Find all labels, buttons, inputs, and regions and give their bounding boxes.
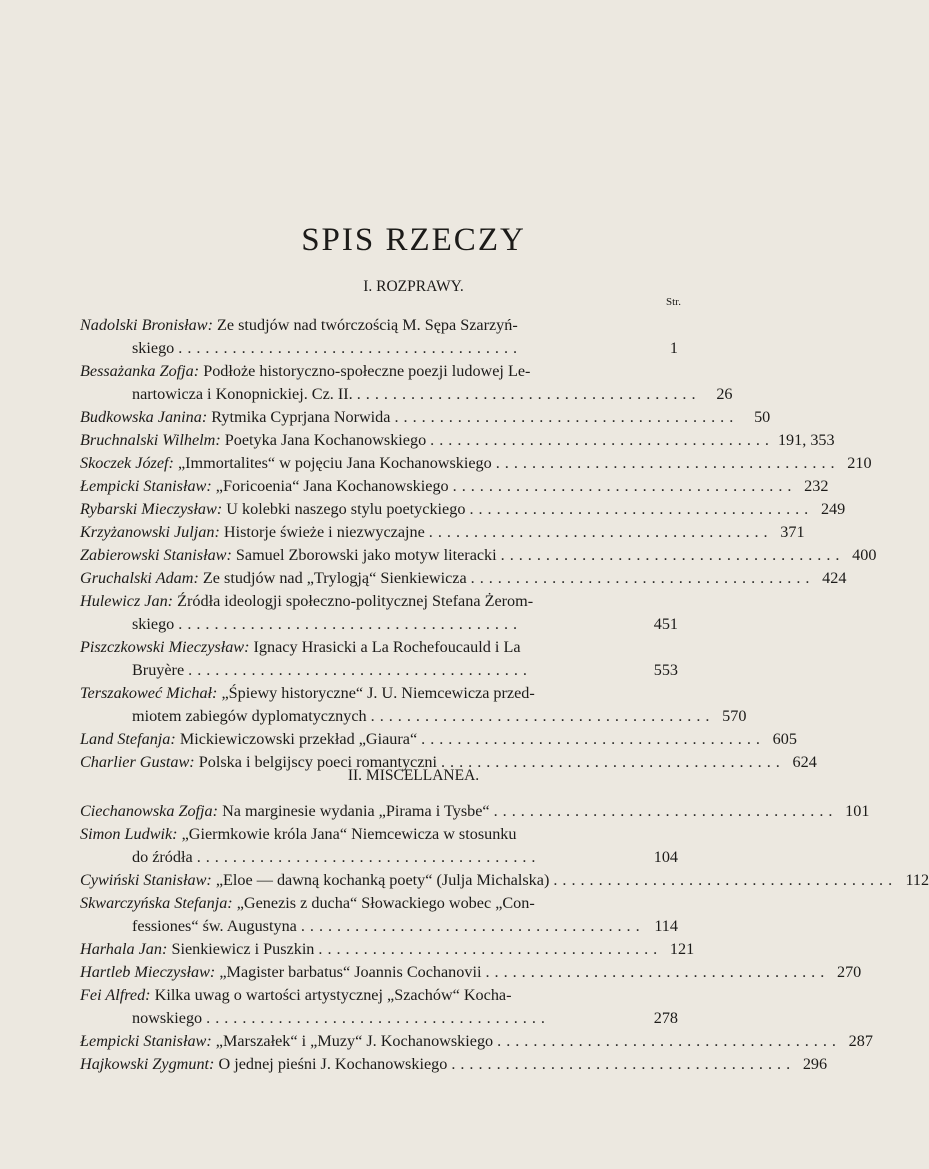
entry-page-number: 121 [669,940,695,958]
toc-entry [80,406,771,429]
entry-title: nowskiego [132,1009,203,1027]
entry-page-number: 400 [852,546,877,564]
toc-entry [80,869,929,892]
dot-leader: ...................................... [553,871,898,889]
toc-entry-line [80,521,805,544]
toc-entry-line [80,728,797,751]
dot-leader: ...................................... [430,431,774,449]
entry-title: Na marginesie wydania „Pirama i Tysbe“ [222,802,490,820]
entry-author: Hartleb Mieczysław: [80,963,216,981]
entry-page-number: 371 [780,523,805,541]
entry-author: Zabierowski Stanisław: [80,546,232,564]
toc-entry [80,360,733,406]
toc-entry-line [80,383,733,406]
entry-title: „Marszałek“ i „Muzy“ J. Kochanowskiego [215,1032,494,1050]
entry-title: „Immortalites“ w pojęciu Jana Kochanowskiego [177,454,492,472]
toc-entry-line [80,544,877,567]
toc-entry-line [80,682,678,705]
toc-entry [80,938,695,961]
entry-title: Podłoże historyczno-społeczne poezji ludowej Le- [203,362,531,380]
entry-author: Hajkowski Zygmunt: [80,1055,215,1073]
entry-author: Budkowska Janina: [80,408,208,426]
entry-title: Polska i belgijscy poeci romantyczni [198,753,437,771]
toc-entry-line [80,452,872,475]
entry-page-number: 112 [905,871,929,889]
toc-entry-line [80,498,846,521]
toc-entry [80,1030,873,1053]
dot-leader: ...................................... [470,569,815,587]
toc-entry [80,961,862,984]
toc-entry [80,751,817,774]
entry-title: Ze studjów nad „Trylogją“ Sienkiewicza [202,569,467,587]
entry-author: Rybarski Mieczysław: [80,500,223,518]
entry-page-number: 270 [836,963,862,981]
entry-title: O jednej pieśni J. Kochanowskiego [218,1055,448,1073]
entry-page-number: 104 [653,848,678,866]
entry-page-number: 451 [653,615,678,633]
entry-title: „Giermkowie króla Jana“ Niemcewicza w stosunku [181,825,517,843]
toc-entry-line [80,800,870,823]
entry-author: Bruchnalski Wilhelm: [80,431,221,449]
page-column-label: Str. [666,296,681,308]
entry-page-number: 210 [847,454,872,472]
entry-author: Skwarczyńska Stefanja: [80,894,233,912]
toc-entry-line [80,915,678,938]
toc-entry [80,544,877,567]
dot-leader: ...................................... [497,1032,841,1050]
entry-author: Gruchalski Adam: [80,569,199,587]
toc-entry-line [80,869,929,892]
toc-entry [80,475,829,498]
entry-author: Bessażanka Zofja: [80,362,200,380]
entry-title: do źródła [132,848,193,866]
entry-page-number: 50 [754,408,771,426]
entry-page-number: 249 [820,500,846,518]
entry-title: Historje świeże i niezwyczajne [223,523,425,541]
entry-author: Skoczek Józef: [80,454,174,472]
toc-entry-line [80,613,678,636]
entry-page-number: 26 [716,385,733,403]
dot-leader: ...................................... [500,546,845,564]
toc-entry [80,498,846,521]
toc-entry-line [80,590,678,613]
toc-entry [80,521,805,544]
dot-leader: ...................................... [318,940,663,958]
entry-author: Charlier Gustaw: [80,753,195,771]
entry-title: „Eloe — dawną kochanką poety“ (Julja Michalska) [215,871,550,889]
dot-leader: ...................................... [451,1055,796,1073]
entry-title: „Genezis z ducha“ Słowackiego wobec „Con- [236,894,535,912]
dot-leader: ...................................... [485,963,830,981]
dot-leader: ...................................... [206,1009,550,1027]
entry-title: Rytmika Cyprjana Norwida [211,408,391,426]
entry-page-number: 278 [653,1009,678,1027]
entry-page-number: 424 [822,569,847,587]
entry-title: Źródła ideologji społeczno-politycznej Stefana Żerom- [177,592,534,610]
toc-entry [80,892,678,938]
entry-page-number: 101 [845,802,870,820]
dot-leader: ...................................... [493,802,838,820]
toc-entry-line [80,314,678,337]
entry-page-number: 1 [669,339,678,357]
toc-entry-line [80,636,678,659]
entry-title: U kolebki naszego stylu poetyckiego [226,500,466,518]
entry-page-number: 605 [772,730,797,748]
entry-page-number: 287 [848,1032,873,1050]
entry-title: Bruyère [132,661,185,679]
dot-leader: ...................................... [178,615,523,633]
entry-author: Terszakoweć Michał: [80,684,218,702]
toc-entry-line [80,406,771,429]
toc-entry-line [80,751,817,774]
page-title: SPIS RZECZY [301,222,526,258]
toc-entry [80,728,797,751]
toc-entry-line [80,1007,678,1030]
entry-title: „Foricoenia“ Jana Kochanowskiego [215,477,449,495]
entry-title: Sienkiewicz i Puszkin [171,940,315,958]
dot-leader: ...................................... [469,500,814,518]
toc-entry-line [80,360,678,383]
entry-title: Poetyka Jana Kochanowskiego [224,431,427,449]
dot-leader: ...................................... [495,454,840,472]
toc-entry-line [80,938,695,961]
section-heading-miscellanea: II. MISCELLANEA. [347,767,480,784]
dot-leader: ...................................... [370,707,715,725]
dot-leader: ...................................... [196,848,541,866]
toc-entry-line [80,823,678,846]
entry-author: Simon Ludwik: [80,825,178,843]
entry-author: Ciechanowska Zofja: [80,802,219,820]
toc-entry [80,636,678,682]
entry-author: Piszczkowski Mieczysław: [80,638,250,656]
dot-leader: ...................................... [441,753,785,771]
entry-page-number: 553 [653,661,678,679]
section-heading-rozprawy: I. ROZPRAWY. [363,278,464,295]
toc-entry [80,590,678,636]
toc-entry-line [80,984,678,1007]
entry-author: Cywiński Stanisław: [80,871,212,889]
dot-leader: ...................................... [356,385,701,403]
entry-title: nartowicza i Konopnickiej. Cz. II. [132,385,353,403]
toc-entry-line [80,659,678,682]
toc-entry [80,429,835,452]
entry-title: „Śpiewy historyczne“ J. U. Niemcewicza przed- [221,684,535,702]
entry-title: Mickiewiczowski przekład „Giaura“ [179,730,418,748]
entry-title: Ze studjów nad twórczością M. Sępa Szarzyń- [217,316,518,334]
dot-leader: ...................................... [428,523,773,541]
entry-author: Fei Alfred: [80,986,151,1004]
toc-entry [80,314,678,360]
toc-entry [80,984,678,1030]
entry-page-number: 114 [654,917,678,935]
toc-entry [80,452,872,475]
dot-leader: ...................................... [188,661,532,679]
entry-title: miotem zabiegów dyplomatycznych [132,707,367,725]
toc-entry [80,800,870,823]
dot-leader: ...................................... [300,917,645,935]
dot-leader: ...................................... [421,730,765,748]
dot-leader: ...................................... [394,408,739,426]
entry-title: Ignacy Hrasicki a La Rochefoucauld i La [253,638,521,656]
entry-title: Kilka uwag o wartości artystycznej „Szachów“ Kocha- [154,986,512,1004]
toc-entry [80,1053,828,1076]
toc-entry-line [80,892,678,915]
entry-title: skiego [132,339,175,357]
entry-author: Harhala Jan: [80,940,168,958]
dot-leader: ...................................... [178,339,523,357]
toc-entry-line [80,961,862,984]
entry-page-number: 296 [802,1055,828,1073]
entry-author: Hulewicz Jan: [80,592,174,610]
entry-author: Krzyżanowski Juljan: [80,523,220,541]
entry-title: fessiones“ św. Augustyna [132,917,297,935]
entry-title: Samuel Zborowski jako motyw literacki [235,546,497,564]
entry-page-number: 624 [792,753,817,771]
entry-page-number: 232 [804,477,829,495]
entry-author: Łempicki Stanisław: [80,1032,212,1050]
toc-entry-line [80,337,678,360]
entry-title: „Magister barbatus“ Joannis Cochanovii [219,963,482,981]
toc-entry [80,567,847,590]
entry-author: Land Stefanja: [80,730,176,748]
toc-entry-line [80,567,847,590]
entry-author: Nadolski Bronisław: [80,316,213,334]
toc-entry-line [80,1053,828,1076]
entry-page-number: 570 [722,707,747,725]
toc-entry-line [80,1030,873,1053]
toc-entry-line [80,475,829,498]
toc-entry-line [80,705,747,728]
toc-entry [80,823,678,869]
toc-entry-line [80,429,835,452]
entry-author: Łempicki Stanisław: [80,477,212,495]
entry-title: skiego [132,615,175,633]
toc-entry-line [80,846,678,869]
dot-leader: ...................................... [452,477,797,495]
toc-entry [80,682,747,728]
entry-page-number: 191, 353 [777,431,835,449]
